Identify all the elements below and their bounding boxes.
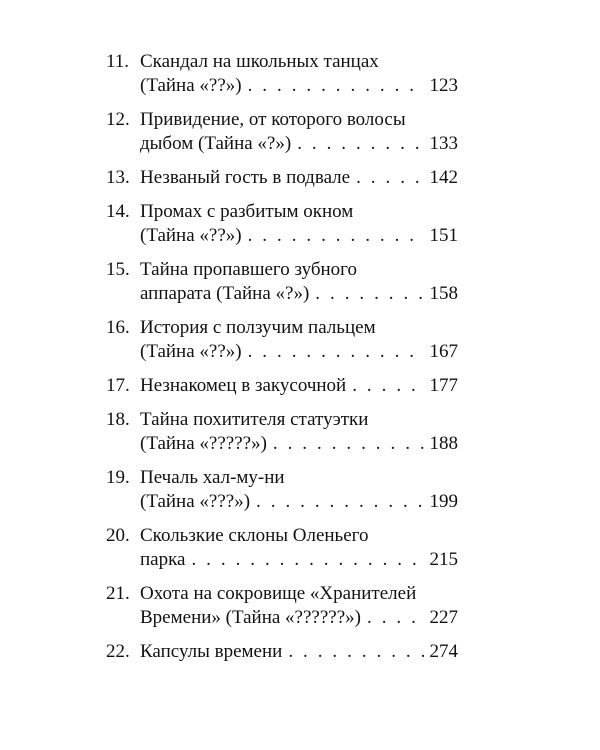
toc-entry-page-number: 215 (429, 549, 458, 570)
toc-entry-title-line: Капсулы времени (140, 641, 283, 662)
toc-entry (106, 374, 458, 398)
toc-entry-title (140, 640, 458, 664)
toc-entry-page-number: 133 (429, 133, 458, 154)
toc-entry-title-line: Охота на сокровище «Хранителей (140, 583, 417, 604)
toc-entry (106, 640, 458, 664)
toc-entry-title (140, 316, 458, 364)
toc-entry-number: 17. (106, 375, 130, 396)
dot-leader (256, 490, 423, 514)
toc-entry-last-line (140, 282, 458, 306)
dot-leader (356, 166, 423, 190)
toc-entry-number: 11. (106, 51, 130, 72)
toc-entry-title-line: Незваный гость в подвале (140, 167, 351, 188)
toc-entry-title-line: парка (140, 549, 186, 570)
toc-entry-title-line: дыбом (Тайна «?») (140, 133, 292, 154)
toc-entry-title (140, 466, 458, 514)
toc-entry-title (140, 408, 458, 456)
toc-entry (106, 408, 458, 456)
toc-entry-number: 16. (106, 317, 130, 338)
toc-entry-title-line: Скандал на школьных танцах (140, 51, 379, 72)
toc-entry-page-number: 167 (429, 341, 458, 362)
toc-entry-last-line (140, 374, 458, 398)
toc-entry (106, 524, 458, 572)
toc-entry-title-line: Привидение, от которого волосы (140, 109, 406, 130)
toc-entry (106, 166, 458, 190)
toc-entry-title (140, 374, 458, 398)
dot-leader (297, 132, 423, 156)
toc-entry-last-line (140, 166, 458, 190)
toc-entry-last-line (140, 132, 458, 156)
toc-entry-title (140, 166, 458, 190)
toc-entry-title (140, 582, 458, 630)
toc-entry-last-line (140, 606, 458, 630)
toc-entry (106, 582, 458, 630)
toc-entry-title-line: Времени» (Тайна «??????») (140, 607, 361, 628)
toc-entry-page-number: 158 (429, 283, 458, 304)
toc-entry-last-line (140, 640, 458, 664)
toc-entry-number: 19. (106, 467, 130, 488)
toc-entry-page-number: 123 (429, 75, 458, 96)
toc-entry-title-line: Тайна похитителя статуэтки (140, 409, 369, 430)
toc-entry (106, 50, 458, 98)
toc-entry (106, 108, 458, 156)
toc-entry-page-number: 151 (429, 225, 458, 246)
toc-entry-last-line (140, 490, 458, 514)
toc-entry-number: 22. (106, 641, 130, 662)
toc-entry-title (140, 200, 458, 248)
dot-leader (367, 606, 424, 630)
toc-entry-number: 21. (106, 583, 130, 604)
toc-entry (106, 316, 458, 364)
toc-entry-page-number: 142 (429, 167, 458, 188)
toc-entry-title-line: (Тайна «??») (140, 75, 242, 96)
toc-entry (106, 200, 458, 248)
toc-entry-number: 20. (106, 525, 130, 546)
toc-entry-number: 18. (106, 409, 130, 430)
toc-entry-page-number: 177 (429, 375, 458, 396)
dot-leader (273, 432, 424, 456)
toc-entry-number: 12. (106, 109, 130, 130)
toc-entry-title-line: Промах с разбитым окном (140, 201, 354, 222)
toc-entry-title-line: (Тайна «???») (140, 491, 251, 512)
toc-entry-number: 14. (106, 201, 130, 222)
toc-entry-page-number: 227 (429, 607, 458, 628)
toc-entry-title (140, 50, 458, 98)
toc-entry-page-number: 199 (429, 491, 458, 512)
dot-leader (248, 74, 424, 98)
dot-leader (191, 548, 423, 572)
toc-entry-number: 15. (106, 259, 130, 280)
toc-entry-last-line (140, 340, 458, 364)
dot-leader (352, 374, 423, 398)
toc-entry-page-number: 274 (429, 641, 458, 662)
toc-entry (106, 258, 458, 306)
dot-leader (248, 224, 424, 248)
dot-leader (288, 640, 423, 664)
toc-entry-last-line (140, 548, 458, 572)
toc-entry-title-line: Печаль хал-му-ни (140, 467, 285, 488)
toc-entry-title-line: Скользкие склоны Оленьего (140, 525, 369, 546)
toc-entry-title (140, 258, 458, 306)
dot-leader (248, 340, 424, 364)
toc-entry-number: 13. (106, 167, 130, 188)
toc-entry-last-line (140, 224, 458, 248)
toc-entry-last-line (140, 74, 458, 98)
table-of-contents (106, 50, 458, 674)
toc-entry-title-line: Тайна пропавшего зубного (140, 259, 357, 280)
toc-entry-title-line: История с ползучим пальцем (140, 317, 376, 338)
toc-entry-title-line: (Тайна «??») (140, 341, 242, 362)
toc-entry (106, 466, 458, 514)
toc-entry-title (140, 524, 458, 572)
toc-entry-title-line: Незнакомец в закусочной (140, 375, 347, 396)
toc-entry-title-line: (Тайна «??») (140, 225, 242, 246)
dot-leader (315, 282, 423, 306)
toc-entry-last-line (140, 432, 458, 456)
toc-entry-title (140, 108, 458, 156)
toc-entry-page-number: 188 (429, 433, 458, 454)
toc-entry-title-line: аппарата (Тайна «?») (140, 283, 310, 304)
toc-entry-title-line: (Тайна «?????») (140, 433, 267, 454)
